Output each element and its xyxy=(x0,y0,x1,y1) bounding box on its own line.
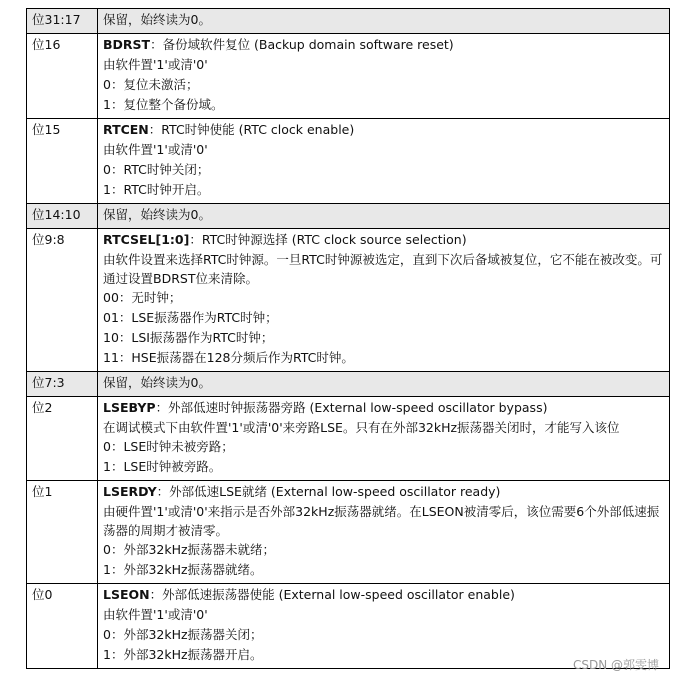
field-title xyxy=(103,35,664,55)
description-cell xyxy=(98,481,670,584)
field-name: LSEON xyxy=(103,587,150,602)
field-description-line: 在调试模式下由软件置'1'或清'0'来旁路LSE。只有在外部32kHz振荡器关闭时，才能写入该位 xyxy=(103,420,620,435)
bit-range-cell: 位16 xyxy=(27,34,98,119)
field-description-line: 由硬件置'1'或清'0'来指示是否外部32kHz振荡器就绪。在LSEON被清零后，该位需要6个外部低速振荡器的周期才被清零。 xyxy=(103,504,660,538)
field-title-text: ：RTC时钟源选择 (RTC clock source selection) xyxy=(189,232,467,247)
description-cell xyxy=(98,229,670,372)
field-title xyxy=(103,205,664,225)
table-row xyxy=(27,372,670,397)
field-description-line: 0：RTC时钟关闭； xyxy=(103,162,210,177)
field-name: BDRST xyxy=(103,37,151,52)
field-name: LSERDY xyxy=(103,484,157,499)
field-description-line: 由软件置'1'或清'0' xyxy=(103,57,208,72)
field-description-line: 10：LSI振荡器作为RTC时钟； xyxy=(103,330,274,345)
field-description-line: 由软件置'1'或清'0' xyxy=(103,142,208,157)
bit-range-cell: 位0 xyxy=(27,584,98,669)
bit-range-cell: 位1 xyxy=(27,481,98,584)
field-description-line: 01：LSE振荡器作为RTC时钟； xyxy=(103,310,278,325)
field-description-line: 0：LSE时钟未被旁路； xyxy=(103,439,234,454)
register-bit-table xyxy=(26,8,670,669)
description-cell xyxy=(98,34,670,119)
table-row xyxy=(27,34,670,119)
bit-range-cell: 位31:17 xyxy=(27,9,98,34)
table-row xyxy=(27,229,670,372)
bit-range-cell: 位2 xyxy=(27,397,98,481)
watermark: CSDN @郭雯博 xyxy=(572,658,659,672)
bit-range-cell: 位9:8 xyxy=(27,229,98,372)
field-description-line: 1：复位整个备份域。 xyxy=(103,97,224,112)
description-cell xyxy=(98,204,670,229)
field-title xyxy=(103,10,664,30)
field-title-text: ：外部低速时钟振荡器旁路 (External low-speed oscillator bypass) xyxy=(155,400,548,415)
table-row xyxy=(27,204,670,229)
field-title-text: 保留，始终读为0。 xyxy=(103,375,211,390)
field-description-line: 0：外部32kHz振荡器关闭； xyxy=(103,627,263,642)
bit-range-cell: 位14:10 xyxy=(27,204,98,229)
table-row xyxy=(27,397,670,481)
field-title-text: ：外部低速振荡器使能 (External low-speed oscillator enable) xyxy=(149,587,515,602)
field-description-line: 1：LSE时钟被旁路。 xyxy=(103,459,222,474)
description-cell xyxy=(98,9,670,34)
field-title xyxy=(103,373,664,393)
field-title xyxy=(103,482,664,502)
field-description-line: 0：复位未激活； xyxy=(103,77,199,92)
bit-range-cell: 位7:3 xyxy=(27,372,98,397)
table-body xyxy=(27,9,670,669)
field-title xyxy=(103,120,664,140)
field-name: LSEBYP xyxy=(103,400,156,415)
description-cell xyxy=(98,397,670,481)
field-description-line: 由软件设置来选择RTC时钟源。一旦RTC时钟源被选定，直到下次后备域被复位，它不能在被改变。可通过设置BDRST位来清除。 xyxy=(103,252,663,286)
field-title xyxy=(103,398,664,418)
field-description-line: 11：HSE振荡器在128分频后作为RTC时钟。 xyxy=(103,350,354,365)
field-description-line: 1：外部32kHz振荡器开启。 xyxy=(103,647,263,662)
field-title-text: ：备份域软件复位 (Backup domain software reset) xyxy=(150,37,454,52)
bit-range-cell: 位15 xyxy=(27,119,98,204)
field-description-line: 00：无时钟； xyxy=(103,290,182,305)
description-cell xyxy=(98,119,670,204)
table-row xyxy=(27,119,670,204)
field-title-text: 保留，始终读为0。 xyxy=(103,207,211,222)
description-cell xyxy=(98,372,670,397)
field-title-text: ：RTC时钟使能 (RTC clock enable) xyxy=(148,122,355,137)
table-row xyxy=(27,9,670,34)
field-name: RTCSEL[1:0] xyxy=(103,232,190,247)
field-title xyxy=(103,585,664,605)
field-description-line: 1：外部32kHz振荡器就绪。 xyxy=(103,562,263,577)
field-description-line: 1：RTC时钟开启。 xyxy=(103,182,210,197)
field-description-line: 0：外部32kHz振荡器未就绪； xyxy=(103,542,276,557)
field-title-text: ：外部低速LSE就绪 (External low-speed oscillator ready) xyxy=(156,484,501,499)
field-name: RTCEN xyxy=(103,122,149,137)
field-title-text: 保留，始终读为0。 xyxy=(103,12,211,27)
table-row xyxy=(27,481,670,584)
field-description-line: 由软件置'1'或清'0' xyxy=(103,607,208,622)
field-title xyxy=(103,230,664,250)
